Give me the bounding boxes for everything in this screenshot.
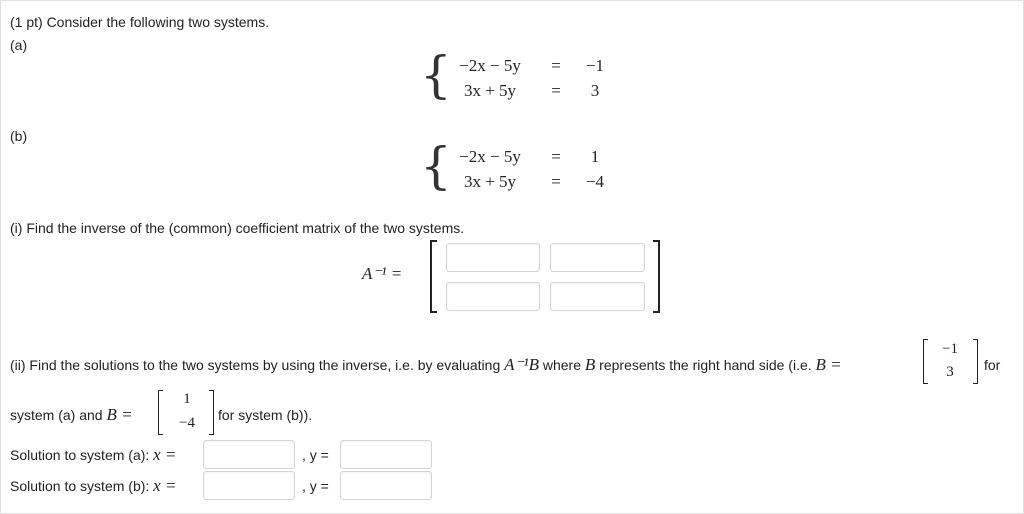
question-ii-expr: A⁻¹B (504, 355, 539, 374)
vector-a-right-bracket (973, 339, 978, 384)
solution-b-x-eq: x = (153, 476, 177, 495)
vector-b-right-bracket (209, 390, 214, 435)
question-ii (10, 357, 842, 373)
system-a-and: system (a) and (10, 407, 107, 423)
question-ii-B: B (584, 355, 596, 374)
solution-b-label: Solution to system (b): (10, 478, 154, 494)
vector-b-bottom: −4 (179, 415, 195, 431)
inverse-entry-12[interactable] (550, 243, 645, 272)
system-a-row2-eq: = (551, 81, 561, 100)
system-b-B-eq: B = (106, 405, 133, 424)
question-ii-B-eq: B = (815, 355, 842, 374)
left-brace-a: { (420, 46, 452, 104)
inverse-entry-11[interactable] (446, 243, 540, 272)
system-a-row2-rhs: 3 (590, 81, 600, 100)
solution-a-x-eq: x = (153, 445, 177, 464)
question-i: (i) Find the inverse of the (common) coefficient matrix of the two systems. (10, 220, 465, 236)
matrix-right-bracket (653, 240, 660, 313)
question-ii-for: for (984, 357, 1001, 373)
question-ii-where: where (538, 357, 585, 373)
solution-b-y-input[interactable] (340, 471, 432, 500)
system-b-row1-rhs: 1 (590, 147, 600, 166)
matrix-left-bracket (430, 240, 437, 313)
system-b-row2-eq: = (551, 172, 561, 191)
solution-a-y-label: , y = (302, 447, 329, 463)
system-a-row1-lhs: −2x − 5y (459, 56, 521, 75)
system-a-row2-lhs: 3x + 5y (463, 81, 517, 100)
solution-a-x-input[interactable] (203, 440, 295, 469)
solution-a-row (10, 447, 176, 463)
vector-b-top: 1 (183, 391, 191, 407)
vector-b-left-bracket (158, 390, 163, 435)
system-a-row1-eq: = (551, 56, 561, 75)
part-a-label: (a) (10, 37, 28, 53)
problem-intro: (1 pt) Consider the following two systems. (10, 14, 270, 30)
question-ii-line2 (10, 407, 133, 423)
solution-a-y-input[interactable] (340, 440, 432, 469)
system-b-row2-rhs: −4 (585, 172, 605, 191)
for-system-b: for system (b)). (218, 407, 313, 423)
solution-a-label: Solution to system (a): (10, 447, 154, 463)
inverse-entry-21[interactable] (446, 282, 540, 311)
inverse-entry-22[interactable] (550, 282, 645, 311)
question-ii-rest: represents the right hand side (i.e. (595, 357, 816, 373)
system-b-row1-lhs: −2x − 5y (459, 147, 521, 166)
system-b-row1-eq: = (551, 147, 561, 166)
solution-b-y-label: , y = (302, 478, 329, 494)
solution-b-row (10, 478, 176, 494)
solution-b-x-input[interactable] (203, 471, 295, 500)
vector-a-top: −1 (942, 341, 958, 357)
system-a-row1-rhs: −1 (585, 56, 605, 75)
vector-a-left-bracket (923, 339, 928, 384)
inverse-label: A⁻¹ = (362, 264, 403, 283)
system-b-row2-lhs: 3x + 5y (463, 172, 517, 191)
left-brace-b: { (420, 137, 452, 195)
vector-a-bottom: 3 (946, 364, 954, 380)
part-b-label: (b) (10, 128, 28, 144)
question-ii-start: (ii) Find the solutions to the two systems by using the inverse, i.e. by evaluating (10, 357, 505, 373)
